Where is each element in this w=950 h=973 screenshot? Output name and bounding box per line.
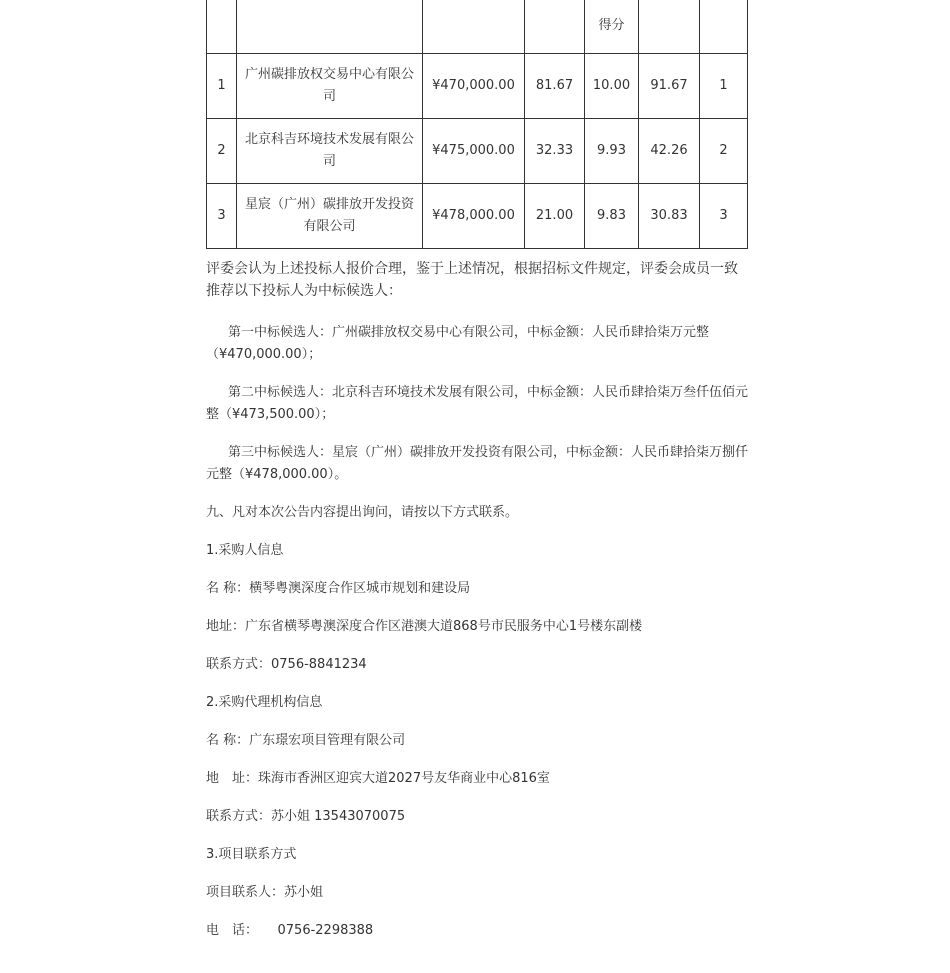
candidate-third: 第三中标候选人：星宸（广州）碳排放开发投资有限公司，中标金额：人民币肆拾柒万捌仟元整（¥478,000.00）。 (206, 445, 749, 482)
candidate-first: 第一中标候选人：广州碳排放权交易中心有限公司，中标金额：人民币肆拾柒万元整（¥470,000.00）； (206, 325, 710, 362)
purchaser-name: 名 称：横琴粤澳深度合作区城市规划和建设局 (206, 581, 471, 596)
cell-order: 2 (700, 119, 748, 184)
cell-company: 广州碳排放权交易中心有限公司 (237, 54, 423, 119)
cell-company: 星宸（广州）碳排放开发投资有限公司 (237, 184, 423, 249)
cell-rank: 1 (207, 54, 237, 119)
header-price-score: 得分 (585, 0, 639, 54)
candidate-second: 第二中标候选人：北京科吉环境技术发展有限公司，中标金额：人民币肆拾柒万叁仟伍佰元整（¥473,500.00）； (206, 385, 749, 422)
evaluation-conclusion: 评委会认为上述投标人报价合理，鉴于上述情况，根据招标文件规定，评委会成员一致推荐以下投标人为中标候选人： (206, 261, 738, 299)
cell-price: ¥475,000.00 (423, 119, 525, 184)
cell-order: 1 (700, 54, 748, 119)
cell-total-score: 91.67 (639, 54, 700, 119)
purchaser-contact: 联系方式：0756-8841234 (206, 657, 367, 672)
table-row (207, 184, 748, 249)
table-row (207, 119, 748, 184)
cell-company: 北京科吉环境技术发展有限公司 (237, 119, 423, 184)
agency-contact: 联系方式：苏小姐 13543070075 (206, 809, 406, 824)
purchaser-heading: 1.采购人信息 (206, 543, 284, 558)
cell-total-score: 30.83 (639, 184, 700, 249)
cell-rank: 2 (207, 119, 237, 184)
project-contact-person: 项目联系人：苏小姐 (206, 885, 324, 900)
agency-name: 名 称：广东璟宏项目管理有限公司 (206, 733, 406, 748)
table-header-row (207, 0, 748, 54)
cell-price-score: 10.00 (585, 54, 639, 119)
cell-tech-score: 21.00 (525, 184, 585, 249)
table-row (207, 54, 748, 119)
project-contact-heading: 3.项目联系方式 (206, 847, 297, 862)
cell-order: 3 (700, 184, 748, 249)
cell-total-score: 42.26 (639, 119, 700, 184)
agency-heading: 2.采购代理机构信息 (206, 695, 323, 710)
section-9-title: 九、凡对本次公告内容提出询问，请按以下方式联系。 (206, 505, 519, 520)
project-contact-phone: 电 话： 0756-2298388 (206, 923, 374, 938)
cell-price: ¥478,000.00 (423, 184, 525, 249)
purchaser-address: 地址：广东省横琴粤澳深度合作区港澳大道868号市民服务中心1号楼东副楼 (206, 619, 643, 634)
cell-rank: 3 (207, 184, 237, 249)
cell-tech-score: 32.33 (525, 119, 585, 184)
cell-price-score: 9.83 (585, 184, 639, 249)
document-body (206, 0, 751, 942)
agency-address: 地 址：珠海市香洲区迎宾大道2027号友华商业中心816室 (206, 771, 550, 786)
cell-price: ¥470,000.00 (423, 54, 525, 119)
cell-tech-score: 81.67 (525, 54, 585, 119)
results-table (206, 0, 748, 249)
cell-price-score: 9.93 (585, 119, 639, 184)
